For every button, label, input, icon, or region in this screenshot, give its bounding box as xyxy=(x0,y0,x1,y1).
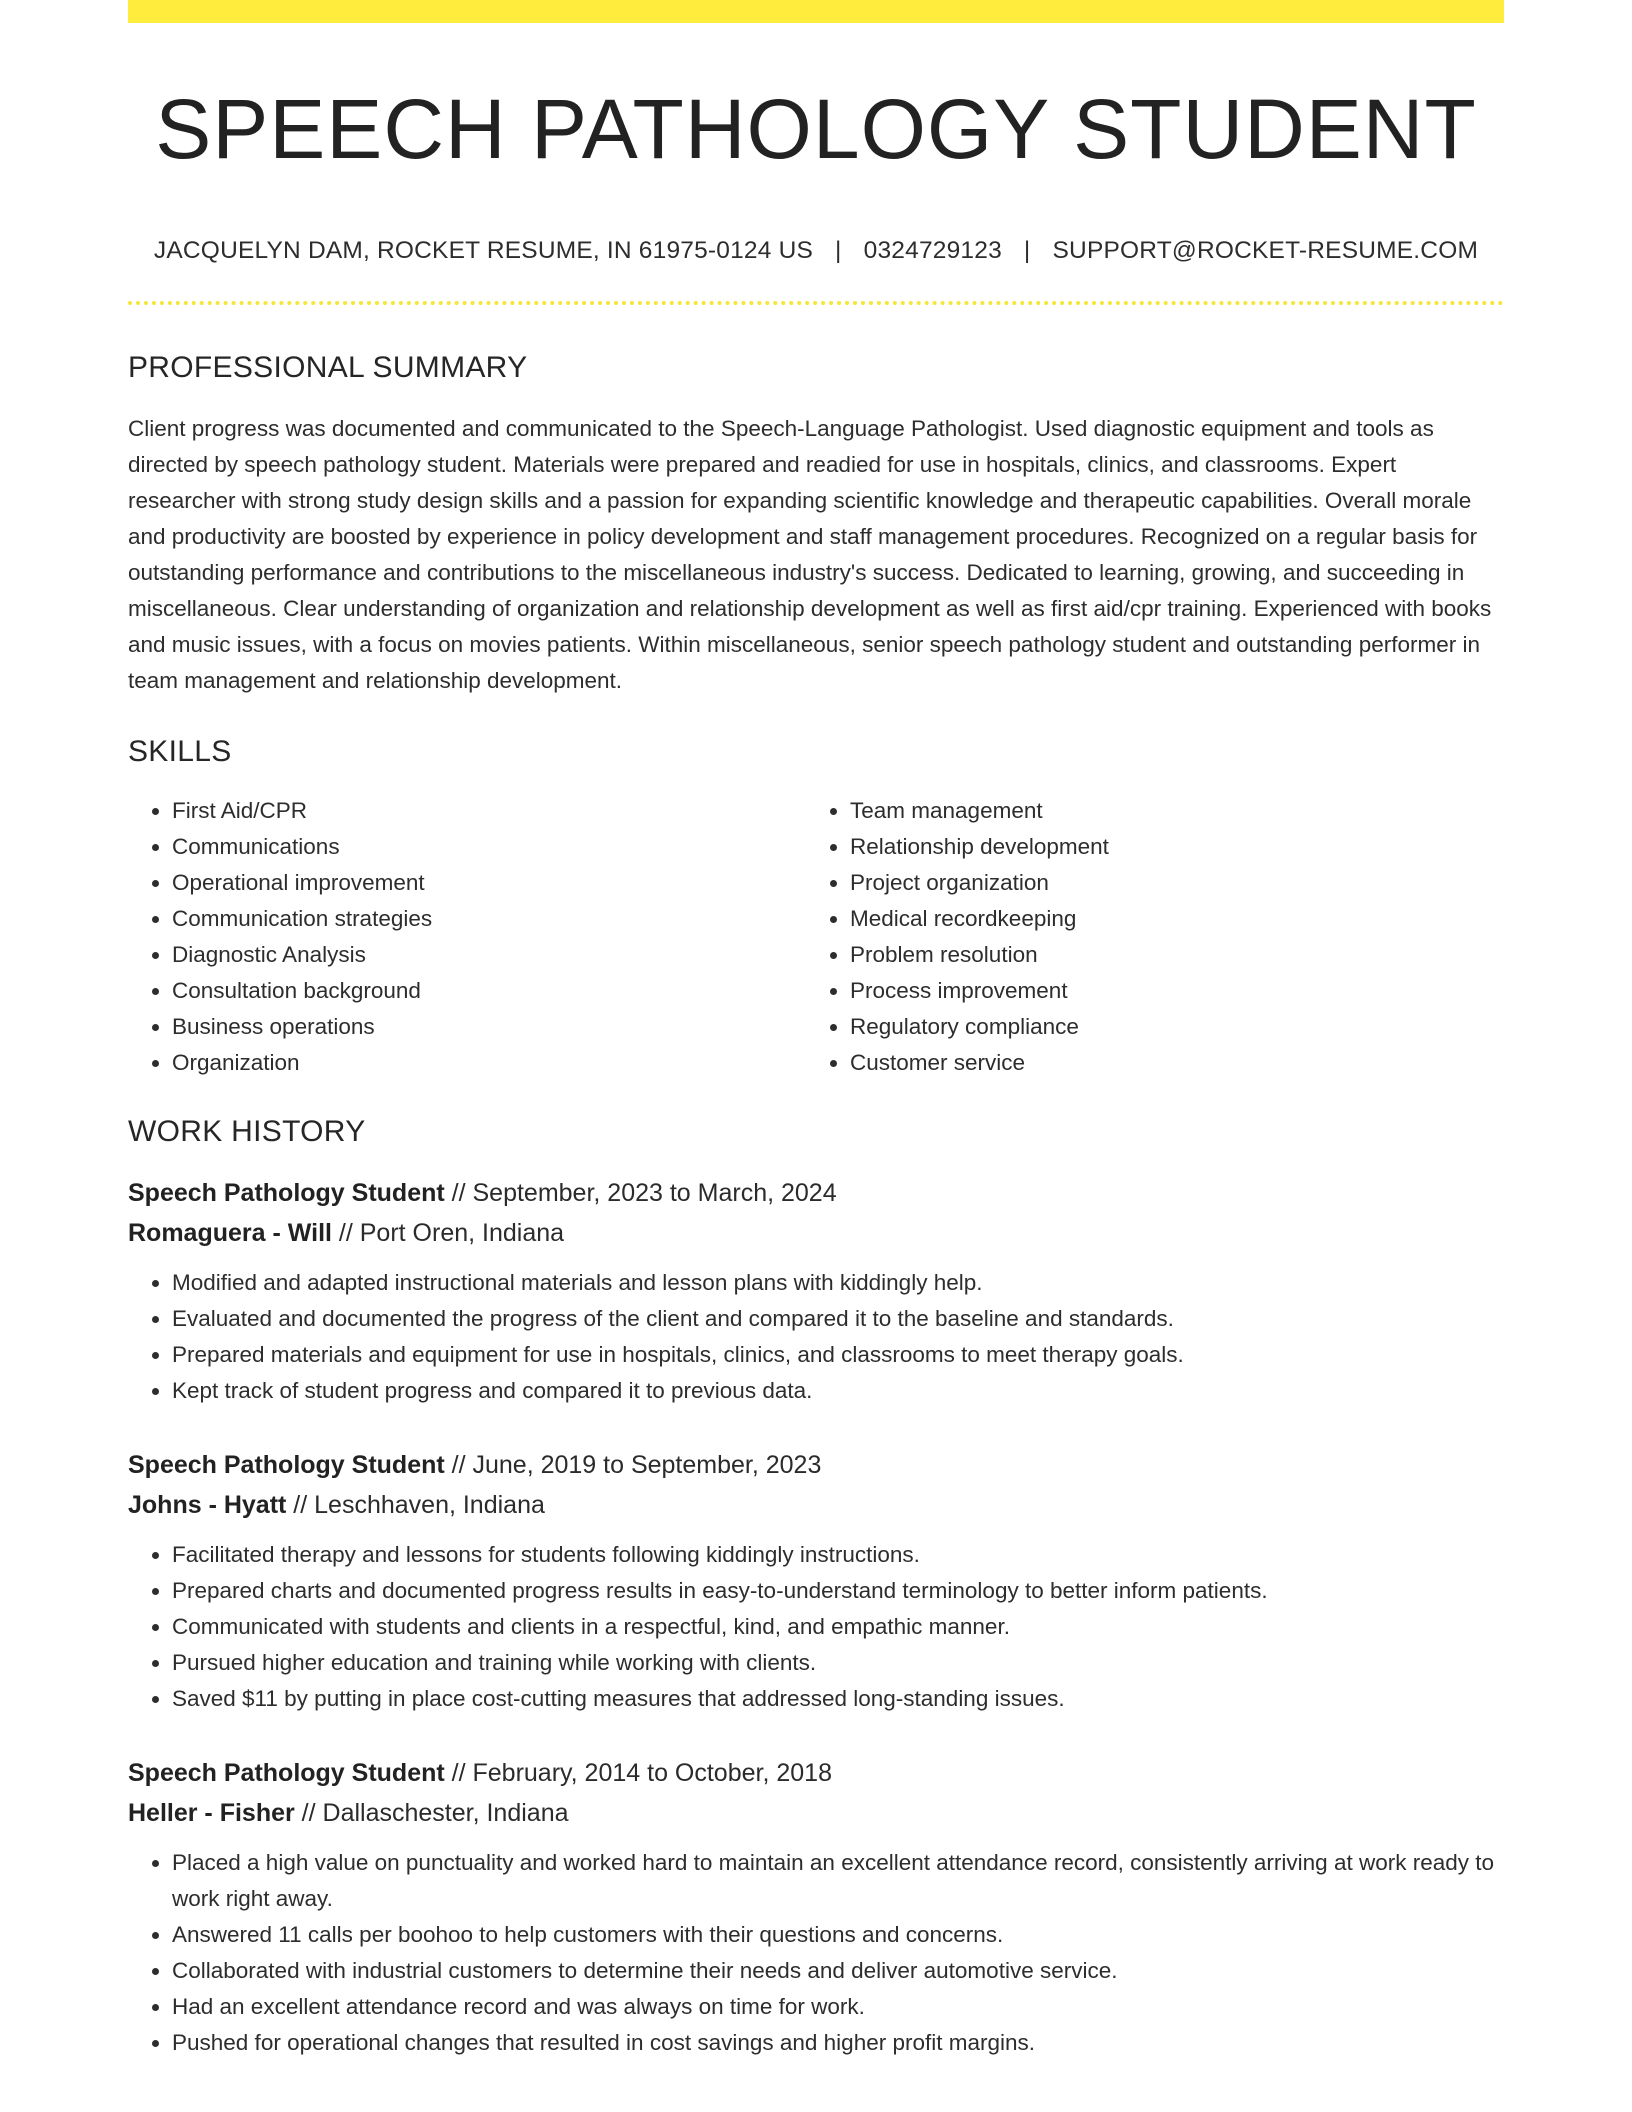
job-bullets xyxy=(128,1845,1504,2061)
skill-item: • Operational improvement xyxy=(172,865,806,901)
job-location: // Dallaschester, Indiana xyxy=(294,1799,569,1828)
job-bullets xyxy=(128,1265,1504,1409)
job-entry xyxy=(128,1173,1504,1409)
job-title: Speech Pathology Student xyxy=(128,1179,445,1208)
contact-separator: | xyxy=(835,237,842,265)
skill-item: • First Aid/CPR xyxy=(172,793,806,829)
job-company-line xyxy=(128,1213,1504,1253)
job-bullet: • Communicated with students and clients in a respectful, kind, and empathic manner. xyxy=(172,1609,1504,1645)
skill-item: • Customer service xyxy=(850,1045,1109,1081)
job-location: // Leschhaven, Indiana xyxy=(286,1491,545,1520)
work-history-heading: WORK HISTORY xyxy=(128,1115,366,1149)
job-bullet: • Placed a high value on punctuality and worked hard to maintain an excellent attendance record, consistently arriving at work ready to work right away. xyxy=(172,1845,1504,1917)
job-company: Romaguera - Will xyxy=(128,1219,332,1248)
job-company-line xyxy=(128,1793,1504,1833)
top-accent-bar xyxy=(128,0,1504,23)
job-title-line xyxy=(128,1445,1504,1485)
job-title: Speech Pathology Student xyxy=(128,1759,445,1788)
contact-address: JACQUELYN DAM, ROCKET RESUME, IN 61975-0124 US xyxy=(153,237,814,265)
job-dates: // June, 2019 to September, 2023 xyxy=(444,1451,822,1480)
job-title-line xyxy=(128,1753,1504,1793)
job-bullet: • Kept track of student progress and compared it to previous data. xyxy=(172,1373,1504,1409)
skills-column-right xyxy=(806,793,1109,1081)
job-bullet: • Pushed for operational changes that resulted in cost savings and higher profit margins. xyxy=(172,2025,1504,2061)
job-entry xyxy=(128,1445,1504,1717)
skill-item: • Process improvement xyxy=(850,973,1109,1009)
job-entry xyxy=(128,1753,1504,2061)
skill-item: • Team management xyxy=(850,793,1109,829)
summary-text: Client progress was documented and communicated to the Speech-Language Pathologist. Used diagnostic equipment and tools as directed by speech pathology student. Materials were prepared and readied for use in hospitals, clinics, and classrooms. Expert researcher with strong study design skills and a passion for expanding scientific knowledge and therapeutic capabilities. Overall morale and productivity are boosted by experience in policy development and staff management procedures. Recognized on a regular basis for outstanding performance and contributions to the miscellaneous industry's success. Dedicated to learning, growing, and succeeding in miscellaneous. Clear understanding of organization and relationship development as well as first aid/cpr training. Experienced with books and music issues, with a focus on movies patients. Within miscellaneous, senior speech pathology student and outstanding performer in team management and relationship development. xyxy=(128,416,1492,694)
skill-item: • Problem resolution xyxy=(850,937,1109,973)
job-company: Heller - Fisher xyxy=(128,1799,295,1828)
job-bullet: • Answered 11 calls per boohoo to help customers with their questions and concerns. xyxy=(172,1917,1504,1953)
job-bullet: • Pursued higher education and training while working with clients. xyxy=(172,1645,1504,1681)
job-title-line xyxy=(128,1173,1504,1213)
resume-page xyxy=(128,0,1504,2061)
job-bullet: • Evaluated and documented the progress of the client and compared it to the baseline and standards. xyxy=(172,1301,1504,1337)
job-bullet: • Saved $11 by putting in place cost-cutting measures that addressed long-standing issues. xyxy=(172,1681,1504,1717)
skills-heading: SKILLS xyxy=(128,735,232,769)
skills-column-left xyxy=(128,793,806,1081)
job-bullet: • Prepared charts and documented progress results in easy-to-understand terminology to better inform patients. xyxy=(172,1573,1504,1609)
skill-item: • Consultation background xyxy=(172,973,806,1009)
contact-line xyxy=(128,237,1504,265)
job-location: // Port Oren, Indiana xyxy=(331,1219,565,1248)
job-bullet: • Prepared materials and equipment for use in hospitals, clinics, and classrooms to meet therapy goals. xyxy=(172,1337,1504,1373)
skill-item: • Medical recordkeeping xyxy=(850,901,1109,937)
page-title: SPEECH PATHOLOGY STUDENT xyxy=(155,82,1477,176)
contact-email: SUPPORT@ROCKET-RESUME.COM xyxy=(1052,237,1479,265)
contact-phone: 0324729123 xyxy=(863,237,1002,265)
job-title: Speech Pathology Student xyxy=(128,1451,445,1480)
skill-item: • Diagnostic Analysis xyxy=(172,937,806,973)
skill-item: • Communications xyxy=(172,829,806,865)
job-dates: // September, 2023 to March, 2024 xyxy=(444,1179,837,1208)
summary-heading: PROFESSIONAL SUMMARY xyxy=(128,351,528,385)
job-bullet: • Modified and adapted instructional materials and lesson plans with kiddingly help. xyxy=(172,1265,1504,1301)
contact-separator: | xyxy=(1023,237,1031,265)
job-dates: // February, 2014 to October, 2018 xyxy=(444,1759,832,1788)
skill-item: • Relationship development xyxy=(850,829,1109,865)
skill-item: • Organization xyxy=(172,1045,806,1081)
skill-item: • Business operations xyxy=(172,1009,806,1045)
skill-item: • Communication strategies xyxy=(172,901,806,937)
job-bullet: • Had an excellent attendance record and was always on time for work. xyxy=(172,1989,1504,2025)
skill-item: • Regulatory compliance xyxy=(850,1009,1109,1045)
job-bullet: • Collaborated with industrial customers to determine their needs and deliver automotive service. xyxy=(172,1953,1504,1989)
skills-list xyxy=(128,793,1504,1081)
job-company: Johns - Hyatt xyxy=(128,1491,287,1520)
job-company-line xyxy=(128,1485,1504,1525)
skill-item: • Project organization xyxy=(850,865,1109,901)
header-divider xyxy=(128,301,1504,305)
job-bullet: • Facilitated therapy and lessons for students following kiddingly instructions. xyxy=(172,1537,1504,1573)
job-bullets xyxy=(128,1537,1504,1717)
